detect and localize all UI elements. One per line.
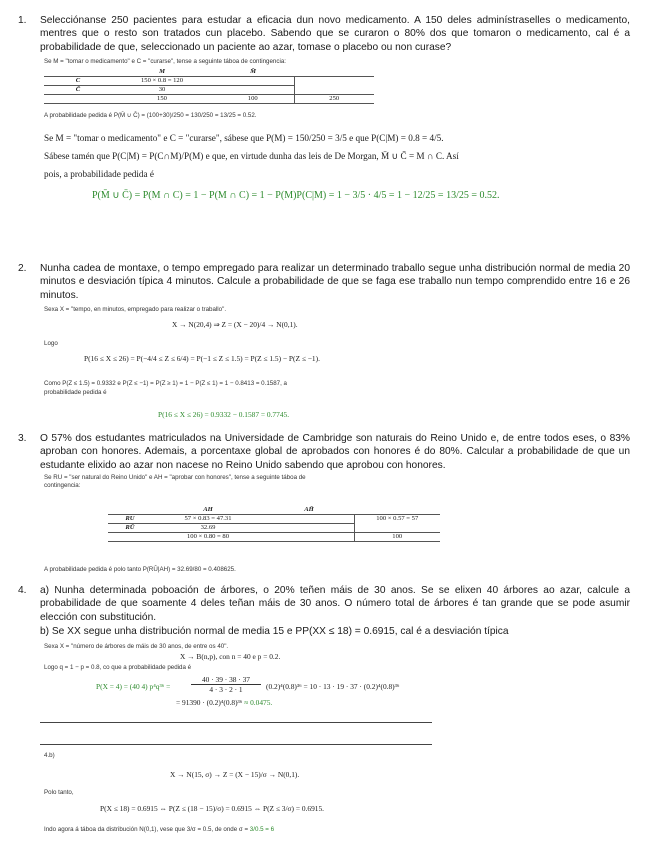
equation: X → B(n,p), con n = 40 e p = 0.2. bbox=[180, 652, 281, 661]
equation-part: (0.2)⁴(0.8)³⁶ = 10 · 13 · 19 · 37 · (0.2)⁴(0.8)³⁶ bbox=[266, 682, 400, 691]
paragraph: Sábese tamén que P(C|M) = P(C∩M)/P(M) e que, en virtude dunha das leis de De Morgan, M̄ ∪ C̄ = M ∩ C. Así bbox=[44, 151, 459, 161]
result-part: 3/0.5 = 6 bbox=[249, 826, 275, 833]
equation-result: 13/25 = 0.52. bbox=[446, 190, 500, 201]
contingency-table-2 bbox=[108, 505, 440, 542]
intro-note: Sexa X = "tempo, en minutos, empregado para realizar o traballo". bbox=[44, 306, 227, 313]
table-cell: 57 × 0.83 = 47.31 bbox=[152, 514, 264, 523]
paragraph: Se M = "tomar o medicamento" e C = "curarse", sábese que P(M) = 150/250 = 3/5 e que P(C|M) = 0.8 = 4/5. bbox=[44, 133, 444, 143]
table-cell: 150 × 0.8 = 120 bbox=[112, 76, 212, 85]
table-cell: 32.69 bbox=[152, 523, 264, 532]
label: Logo bbox=[44, 340, 58, 347]
table-row-label: RŪ bbox=[108, 523, 152, 532]
equation-part: = 91390 · (0.2)⁴(0.8)³⁶ bbox=[176, 698, 243, 707]
equation-line bbox=[176, 698, 272, 707]
question-text: Selecciónanse 250 pacientes para estudar a eficacia dun novo medicamento. A 150 deles adminístraselles o medicamento, mentres que o resto son tratados cun placebo. Sabendo que se curaron o 80% dos que tomaron o medicamento, cal é a probabilidade de que, seleccionado un paciente ao azar, tomase o placebo ou non curase? bbox=[40, 15, 630, 53]
paragraph: pois, a probabilidade pedida é bbox=[44, 169, 154, 179]
divider bbox=[40, 722, 432, 723]
equation: X → N(20,4) ⇒ Z = (X − 20)/4 → N(0,1). bbox=[172, 320, 298, 329]
intro-note: Se M = "tomar o medicamento" e C = "curarse", tense a seguinte táboa de contingencia: bbox=[44, 58, 286, 65]
fraction-numerator: 40 · 39 · 38 · 37 bbox=[191, 675, 261, 685]
question-text: Nunha cadea de montaxe, o tempo empregado para realizar un determinado traballo segue unha distribución normal de media 20 minutos e desviación típica 4 minutos. Calcule a probabilidade de que se faga ese traballo nun tempo comprendido entre 16 e 26 minutos. bbox=[40, 263, 630, 301]
final-equation bbox=[92, 190, 500, 202]
divider bbox=[40, 744, 432, 745]
section-label: 4.b) bbox=[44, 752, 55, 759]
table-total: 100 × 0.80 = 80 bbox=[152, 532, 264, 541]
fraction bbox=[191, 675, 261, 694]
table-total: 100 bbox=[212, 94, 294, 103]
table-header: M̄ bbox=[250, 67, 256, 75]
equation: P(X ≤ 18) = 0.6915 ⇔ P(Z ≤ (18 − 15)/σ) = 0.6915 ⇔ P(Z ≤ 3/σ) = 0.6915. bbox=[100, 804, 325, 813]
probability-note: A probabilidade pedida é P(M̄ ∪ C̄) = (100+30)/250 = 130/250 = 13/25 = 0.52. bbox=[44, 112, 257, 119]
equation-part: P(X = 4) = (40 4) p⁴q³⁶ = bbox=[96, 682, 171, 691]
equation: P(16 ≤ X ≤ 26) = P(−4/4 ≤ Z ≤ 6/4) = P(−1 ≤ Z ≤ 1.5) = P(Z ≤ 1.5) − P(Z ≤ −1). bbox=[84, 354, 320, 363]
equation-part: P(M̄ ∪ C̄) = P(M ∩ C) = 1 − P(M ∩ C) = 1 − P(M)P(C|M) = 1 − 3/5 · 4/5 = 1 − 12/25 = bbox=[92, 190, 444, 201]
question-text: a) Nunha determinada poboación de árbores, o 20% teñen máis de 30 anos. Se se elixen 40 árbores ao azar, calcule a probabilidade de que soamente 4 deles teñan máis de 30 anos. O número total de árbores é tan grande que se pode asumir elección con substitución. bbox=[40, 585, 630, 623]
final-equation: P(16 ≤ X ≤ 26) = 0.9332 − 0.1587 = 0.7745. bbox=[158, 410, 290, 419]
probability-note: A probabilidade pedida é polo tanto P(RŪ|AH) = 32.69/80 = 0.408625. bbox=[44, 566, 236, 573]
table-total: 150 bbox=[112, 94, 212, 103]
contingency-table-1 bbox=[44, 67, 374, 104]
question-number: 3. bbox=[18, 433, 27, 444]
fraction-denominator: 4 · 3 · 2 · 1 bbox=[209, 685, 243, 694]
question-text: O 57% dos estudantes matriculados na Universidade de Cambridge son naturais do Reino Unido e, de entre todos eses, o 83% aproban con honores. Ademais, a porcentaxe global de aprobados con honores é do 80%. Calcular a probabilidade de que un estudante elixido ao azar non nacese no Reino Unido sabendo que aprobou con honores. bbox=[40, 433, 630, 471]
table-cell: 30 bbox=[112, 85, 212, 94]
equation-result: ≈ 0.0475. bbox=[244, 698, 273, 707]
table-row-label: RU bbox=[108, 514, 152, 523]
table-total: 250 bbox=[294, 94, 374, 103]
table-header: M bbox=[159, 67, 165, 75]
intro-note: Sexa X = "número de árbores de máis de 30 anos, de entre os 40". bbox=[44, 643, 229, 650]
table-header: AH̄ bbox=[304, 505, 314, 513]
final-line bbox=[44, 826, 274, 834]
question-number: 1. bbox=[18, 15, 27, 26]
question-number: 2. bbox=[18, 263, 27, 274]
equation: X → N(15, σ) → Z = (X − 15)/σ → N(0,1). bbox=[170, 770, 300, 779]
table-row-label: C̄ bbox=[44, 85, 112, 94]
table-total: 100 bbox=[354, 532, 440, 541]
label: Polo tanto, bbox=[44, 789, 74, 796]
table-header: AH bbox=[203, 505, 213, 513]
paragraph: Como P(Z ≤ 1.5) = 0.9332 e P(Z ≤ −1) = P(Z ≥ 1) = 1 − P(Z ≤ 1) = 1 − 0.8413 = 0.1587, a bbox=[44, 380, 287, 387]
question-text: b) Se XX segue unha distribución normal de media 15 e PP(XX ≤ 18) = 0.6915, cal é a desviación típica bbox=[40, 626, 509, 637]
table-row-label: C bbox=[44, 76, 112, 85]
intro-note: Se RU = "ser natural do Reino Unido" e AH = "aprobar con honores", tense a seguinte táboa de bbox=[44, 474, 306, 481]
binomial-equation bbox=[96, 682, 170, 691]
question-number: 4. bbox=[18, 585, 27, 596]
intro-note: contingencia: bbox=[44, 482, 81, 489]
paragraph: probabilidade pedida é bbox=[44, 389, 107, 396]
intro-note: Logo q = 1 − p = 0.8, co que a probabilidade pedida é bbox=[44, 664, 192, 671]
table-cell: 100 × 0.57 = 57 bbox=[354, 514, 440, 523]
text-part: Indo agora á táboa da distribución N(0,1), vese que 3/σ = 0.5, de onde σ = bbox=[44, 826, 249, 833]
